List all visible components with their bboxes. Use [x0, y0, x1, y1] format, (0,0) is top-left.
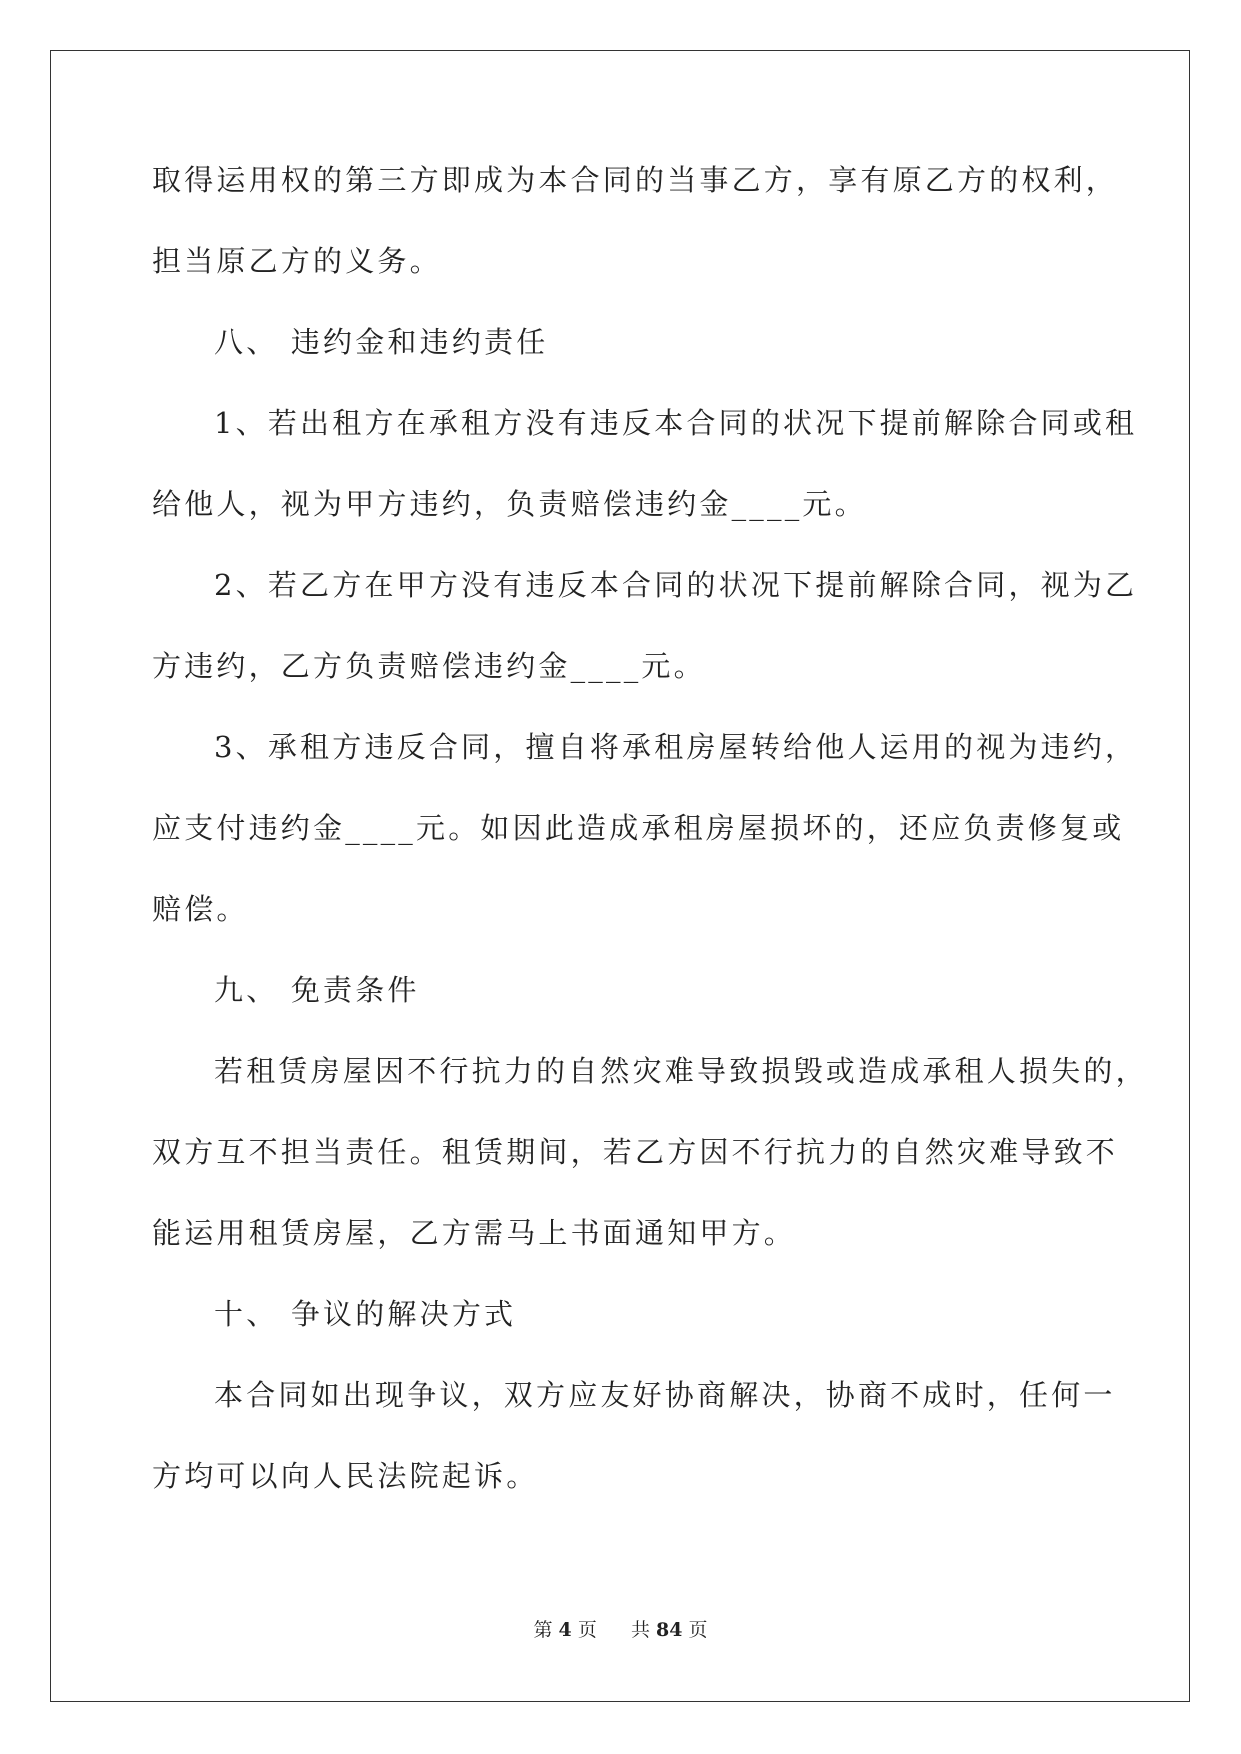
- text-line: 取得运用权的第三方即成为本合同的当事乙方，享有原乙方的权利，: [152, 163, 1119, 197]
- text-line: 本合同如出现争议，双方应友好协商解决，协商不成时，任何一: [214, 1378, 1116, 1412]
- text-line: 赔偿。: [152, 892, 249, 926]
- page-footer: [0, 1615, 1241, 1642]
- document-body: [152, 160, 1148, 1537]
- page-number: 4: [558, 1619, 572, 1641]
- text-line: 给他人，视为甲方违约，负责赔偿违约金____元。: [152, 487, 867, 521]
- total-suffix: 页: [688, 1619, 708, 1641]
- text-line: 3、承租方违反合同，擅自将承租房屋转给他人运用的视为违约，: [214, 730, 1138, 764]
- total-pages: 84: [656, 1619, 683, 1641]
- section-heading-10: 十、 争议的解决方式: [214, 1297, 517, 1331]
- page-prefix: 第: [533, 1619, 553, 1641]
- text-line: 2、若乙方在甲方没有违反本合同的状况下提前解除合同，视为乙: [214, 568, 1138, 602]
- section-heading-9: 九、 免责条件: [214, 973, 420, 1007]
- text-line: 方违约，乙方负责赔偿违约金____元。: [152, 649, 706, 683]
- text-line: 方均可以向人民法院起诉。: [152, 1459, 539, 1493]
- page-suffix: 页: [577, 1619, 597, 1641]
- text-line: 担当原乙方的义务。: [152, 244, 442, 278]
- section-heading-8: 八、 违约金和违约责任: [214, 325, 549, 359]
- text-line: 双方互不担当责任。租赁期间，若乙方因不行抗力的自然灾难导致不: [152, 1135, 1119, 1169]
- text-line: 1、若出租方在承租方没有违反本合同的状况下提前解除合同或租: [214, 406, 1138, 440]
- text-line: 应支付违约金____元。如因此造成承租房屋损坏的，还应负责修复或: [152, 811, 1125, 845]
- text-line: 能运用租赁房屋，乙方需马上书面通知甲方。: [152, 1216, 797, 1250]
- text-line: 若租赁房屋因不行抗力的自然灾难导致损毁或造成承租人损失的，: [214, 1054, 1148, 1088]
- total-prefix: 共: [630, 1619, 650, 1641]
